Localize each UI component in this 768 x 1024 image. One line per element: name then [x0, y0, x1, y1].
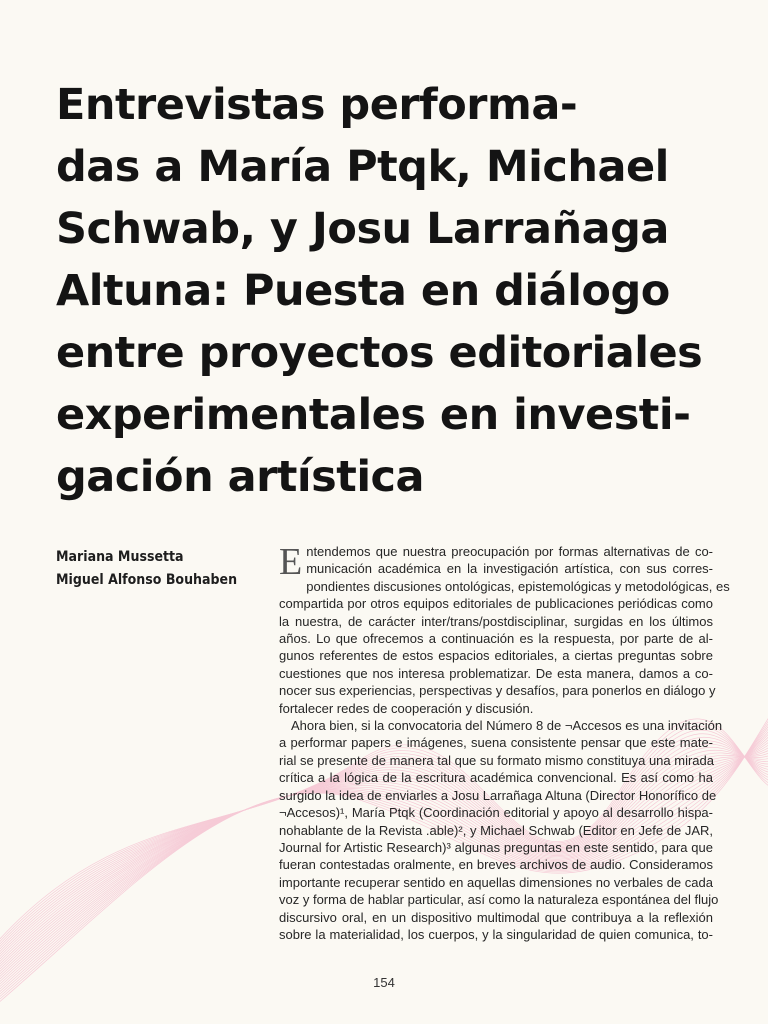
body-line: sobre la materialidad, los cuerpos, y la singularidad de quien comunica, to-: [279, 926, 713, 942]
body-line: nocer sus experiencias, perspectivas y desafíos, para ponerlos en diálogo y: [279, 683, 716, 699]
body-line: nohablante de la Revista .able)², y Michael Schwab (Editor en Jefe de JAR,: [279, 822, 713, 838]
body-line: importante recuperar sentido en aquellas dimensiones no verbales de cada: [279, 874, 713, 890]
title-line: Altuna: Puesta en diálogo: [56, 266, 670, 316]
body-line: voz y forma de hablar particular, así como la naturaleza espontánea del flujo: [279, 892, 719, 908]
body-line: gunos referentes de estos espacios editoriales, a ciertas preguntas sobre: [279, 648, 713, 664]
body-line: años. Lo que ofrecemos a continuación es la respuesta, por parte de al-: [279, 631, 713, 647]
body-line: ¬Accesos)¹, María Ptqk (Coordinación editorial y apoyo al desarrollo hispa-: [279, 805, 713, 821]
body-line: ntendemos que nuestra preocupación por formas alternativas de co-: [306, 544, 713, 559]
body-line: municación académica en la investigación artística, con sus corres-: [306, 561, 713, 577]
body-line: Journal for Artistic Research)³ algunas preguntas en este sentido, para que: [279, 839, 713, 855]
title-line: Entrevistas performa-: [56, 80, 578, 130]
body-line: discursivo oral, en un dispositivo multimodal que contribuya a la reflexión: [279, 909, 713, 925]
body-line: a performar papers e imágenes, suena consistente pensar que este mate-: [279, 735, 713, 751]
body-line: crítica a la lógica de la escritura académica convencional. Es así como ha: [279, 770, 713, 786]
body-line: Ahora bien, si la convocatoria del Número 8 de ¬Accesos es una invitación: [291, 718, 723, 734]
body-line: fortalecer redes de cooperación y discusión.: [279, 700, 534, 716]
title-line: entre proyectos editoriales: [56, 328, 703, 378]
author-name: Miguel Alfonso Bouhaben: [56, 572, 238, 588]
article-body: [279, 541, 730, 943]
title-line: gación artística: [56, 452, 425, 502]
title-line: Schwab, y Josu Larrañaga: [56, 204, 669, 254]
author-list: [56, 546, 266, 592]
body-line: pondientes discusiones ontológicas, epistemológicas y metodológicas, es: [306, 578, 730, 594]
body-line: compartida por otros equipos editoriales de publicaciones periódicas como: [279, 596, 713, 612]
body-line: surgido la idea de enviarles a Josu Larrañaga Altuna (Director Honorífico de: [279, 787, 717, 803]
title-line: experimentales en investi-: [56, 390, 691, 440]
article-title: [56, 74, 736, 508]
drop-cap: E: [279, 541, 303, 583]
body-line: fueran contestadas oralmente, en breves archivos de audio. Consideramos: [279, 857, 713, 873]
author-name: Mariana Mussetta: [56, 549, 184, 565]
page-number: 154: [373, 975, 395, 990]
body-line: la nuestra, de carácter inter/trans/postdisciplinar, surgidas en los últimos: [279, 613, 713, 629]
body-line: rial se presente de manera tal que su formato mismo constituya una mirada: [279, 752, 714, 768]
title-line: das a María Ptqk, Michael: [56, 142, 669, 192]
body-line: cuestiones que nos interesa problematizar. De esta manera, damos a co-: [279, 665, 713, 681]
